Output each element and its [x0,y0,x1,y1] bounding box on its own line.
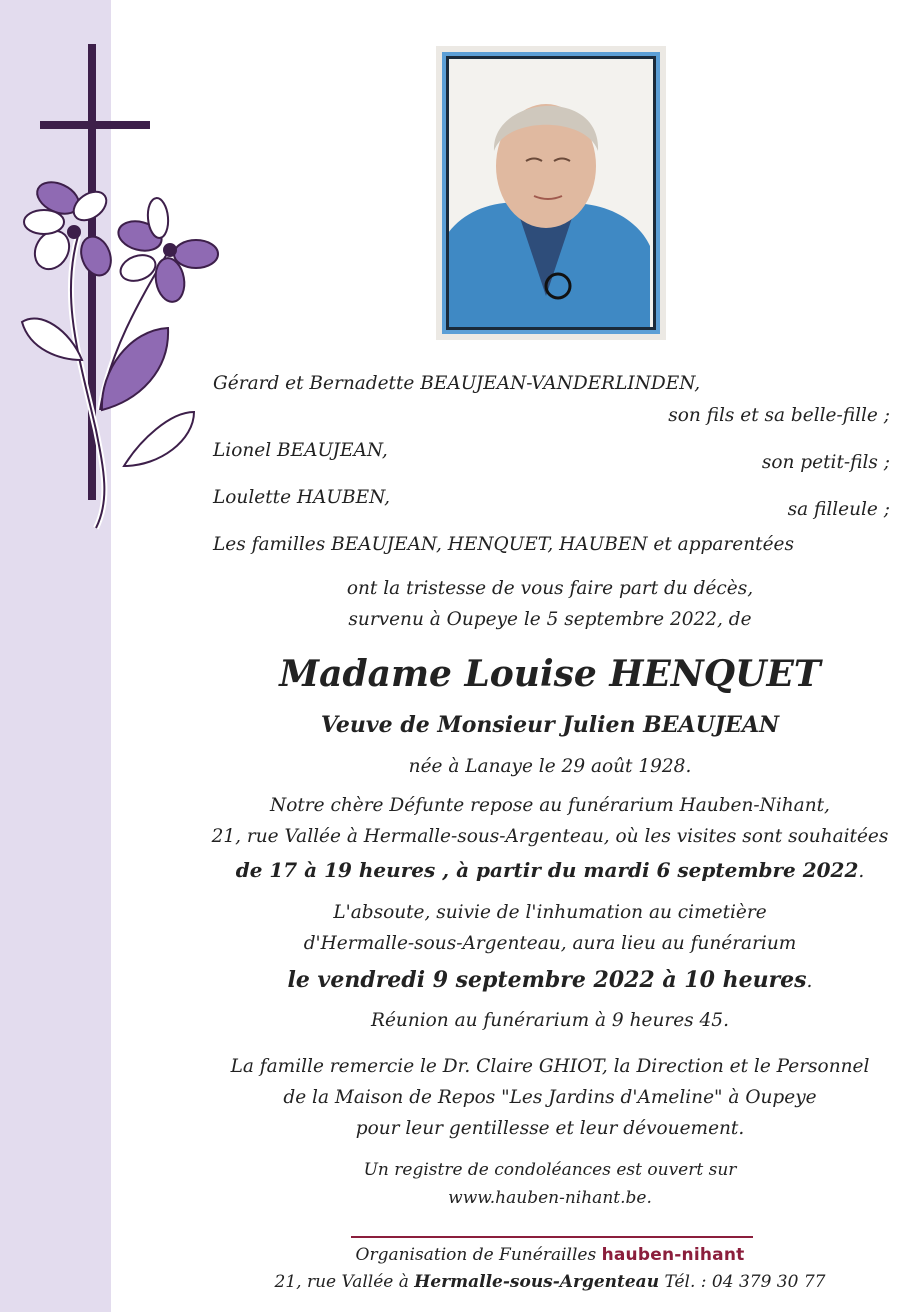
family-line-1-role: son fils et sa belle-fille ; [668,405,890,426]
announcement-line-1: ont la tristesse de vous faire part du décès, [346,578,754,599]
ceremony-line-4: Réunion au funérarium à 9 heures 45. [371,1010,729,1031]
ceremony-date: le vendredi 9 septembre 2022 à 10 heures [287,967,807,993]
portrait-illustration [446,56,650,328]
footer-address-city: Hermalle-sous-Argenteau [414,1272,660,1292]
thanks-line-1: La famille remercie le Dr. Claire GHIOT, la Direction et le Personnel [230,1056,870,1077]
portrait-frame [436,46,666,340]
registry-block [190,1156,910,1212]
footer-org-prefix: Organisation de Funérailles [355,1245,597,1265]
visits-dates: de 17 à 19 heures , à partir du mardi 6 septembre 2022 [235,858,859,882]
visits-line-2: 21, rue Vallée à Hermalle-sous-Argenteau, où les visites sont souhaitées [211,826,889,847]
flower-right [115,197,218,304]
ceremony-line-2: d'Hermalle-sous-Argenteau, aura lieu au funérarium [303,933,797,954]
visits-line-3 [190,855,910,887]
thanks-line-3: pour leur gentillesse et leur dévouement. [355,1118,745,1139]
cross-and-flowers-decoration [0,0,230,540]
registry-line-1: Un registre de condoléances est ouvert sur [363,1160,737,1180]
footer-phone: Tél. : 04 379 30 77 [664,1272,826,1292]
family-line-3-name: Loulette HAUBEN, [213,487,390,508]
ceremony-block [190,897,910,1036]
portrait-photo [442,52,660,334]
visits-period: . [858,861,865,882]
footer-address-line [190,1269,910,1296]
announcement-line-2: survenu à Oupeye le 5 septembre 2022, de [348,609,752,630]
thanks-block [190,1051,910,1144]
family-line-3-role: sa filleule ; [787,499,890,520]
announcement [190,573,910,635]
family-line-4: Les familles BEAUJEAN, HENQUET, HAUBEN et apparentées [213,534,794,555]
cross-horizontal [40,121,150,129]
family-line-2-name: Lionel BEAUJEAN, [213,440,388,461]
footer [190,1242,910,1296]
family-line-2-role: son petit-fils ; [761,452,890,473]
brand-logo: hauben-nihant [601,1245,745,1265]
visits-line-1: Notre chère Défunte repose au funérarium Hauben-Nihant, [270,795,830,816]
visits-block [190,790,910,887]
deceased-name: Madame Louise HENQUET [279,653,821,695]
footer-address-prefix: 21, rue Vallée à [274,1272,409,1292]
ceremony-line-3 [190,965,910,997]
footer-org-line [190,1242,910,1269]
leaves [22,318,194,466]
ceremony-line-1: L'absoute, suivie de l'inhumation au cimetière [333,902,767,923]
ceremony-period: . [806,971,813,992]
widow-line: Veuve de Monsieur Julien BEAUJEAN [320,712,780,738]
footer-divider [351,1236,753,1238]
thanks-line-2: de la Maison de Repos "Les Jardins d'Ameline" à Oupeye [283,1087,817,1108]
birth-line: née à Lanaye le 29 août 1928. [408,756,692,777]
family-line-1-name: Gérard et Bernadette BEAUJEAN-VANDERLINDEN, [213,373,701,394]
flower-stem [71,236,105,528]
registry-url: www.hauben-nihant.be. [448,1188,652,1208]
